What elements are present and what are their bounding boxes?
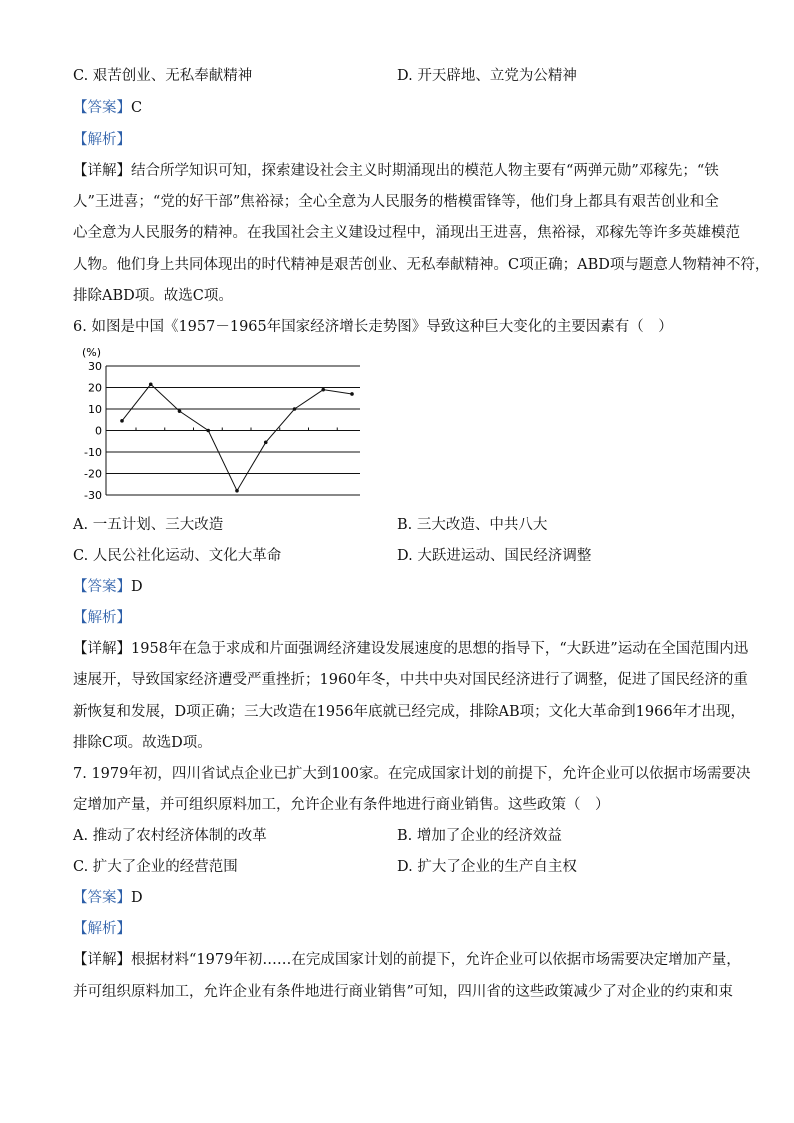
- q5-analysis-label: 【解析】: [73, 132, 131, 148]
- data-point: [264, 441, 268, 445]
- y-tick-label: -20: [84, 467, 102, 481]
- q6-detail-line: 速展开，导致国家经济遭受严重挫折；1960年冬，中共中央对国民经济进行了调整，促进了国民经济的重: [73, 672, 748, 688]
- q5-option-d: D. 开天辟地、立党为公精神: [397, 68, 577, 84]
- q6-detail-line: 【详解】1958年在急于求成和片面强调经济建设发展速度的思想的指导下，“大跃进”运动在全国范围内迅: [73, 641, 749, 657]
- q6-option-c: C. 人民公社化运动、文化大革命: [73, 548, 282, 564]
- q6-option-b: B. 三大改造、中共八大: [397, 517, 548, 533]
- q5-option-c: C. 艰苦创业、无私奉献精神: [73, 68, 253, 84]
- y-tick-label: 0: [95, 424, 102, 438]
- q7-option-c: C. 扩大了企业的经营范围: [73, 859, 238, 875]
- q5-detail-line: 人物。他们身上共同体现出的时代精神是艰苦创业、无私奉献精神。C项正确；ABD项与题意人物精神不符，: [73, 257, 770, 273]
- q5-detail-line: 排除ABD项。故选C项。: [73, 288, 233, 304]
- q7-analysis-label: 【解析】: [73, 921, 131, 937]
- q7-option-a: A. 推动了农村经济体制的改革: [73, 828, 267, 844]
- q7-option-b: B. 增加了企业的经济效益: [397, 828, 562, 844]
- data-point: [350, 392, 354, 396]
- y-tick-label: 20: [88, 381, 102, 395]
- y-tick-label: 30: [88, 360, 102, 373]
- answer-label: 【答案】: [73, 579, 131, 595]
- q7-option-d: D. 扩大了企业的生产自主权: [397, 859, 577, 875]
- q6-detail-line: 排除C项。故选D项。: [73, 735, 212, 751]
- q7-detail-line: 【详解】根据材料“1979年初……在完成国家计划的前提下，允许企业可以依据市场需要决定增加产量，: [73, 952, 741, 968]
- data-point: [178, 409, 182, 413]
- q5-detail-line: 【详解】结合所学知识可知，探索建设社会主义时期涌现出的模范人物主要有“两弹元勋”邓稼先；“铁: [73, 163, 719, 179]
- answer-value: D: [131, 890, 143, 906]
- q7-answer: [73, 888, 143, 908]
- answer-value: C: [131, 100, 143, 116]
- answer-value: D: [131, 579, 143, 595]
- q7-stem-line: 7. 1979年初，四川省试点企业已扩大到100家。在完成国家计划的前提下，允许企业可以依据市场需要决: [73, 766, 751, 782]
- y-tick-label: 10: [88, 403, 102, 416]
- data-point: [120, 419, 124, 423]
- y-axis-unit-label: (%): [82, 346, 102, 359]
- y-tick-label: -30: [84, 489, 102, 502]
- q5-detail-line: 心全意为人民服务的精神。在我国社会主义建设过程中，涌现出王进喜，焦裕禄，邓稼先等许多英雄模范: [73, 225, 740, 241]
- economic-growth-chart: [70, 342, 370, 507]
- q7-stem-line: 定增加产量，并可组织原料加工，允许企业有条件地进行商业销售。这些政策（ ）: [73, 797, 610, 813]
- q6-option-a: A. 一五计划、三大改造: [73, 517, 224, 533]
- data-point: [149, 382, 153, 386]
- data-point: [321, 388, 325, 392]
- q6-answer: [73, 577, 143, 597]
- growth-line: [122, 384, 352, 490]
- q5-detail-line: 人”王进喜；“党的好干部”焦裕禄；全心全意为人民服务的楷模雷锋等，他们身上都具有艰苦创业和全: [73, 194, 719, 210]
- y-tick-label: -10: [84, 446, 102, 459]
- q6-analysis-label: 【解析】: [73, 610, 131, 626]
- q6-option-d: D. 大跃进运动、国民经济调整: [397, 548, 592, 564]
- data-point: [293, 407, 297, 411]
- q6-stem: 6. 如图是中国《1957－1965年国家经济增长走势图》导致这种巨大变化的主要因素有（ ）: [73, 319, 673, 335]
- answer-label: 【答案】: [73, 100, 131, 116]
- q7-detail-line: 并可组织原料加工，允许企业有条件地进行商业销售”可知，四川省的这些政策减少了对企业的约束和束: [73, 984, 733, 1000]
- q6-detail-line: 新恢复和发展，D项正确；三大改造在1956年底就已经完成，排除AB项；文化大革命到1966年才出现，: [73, 704, 746, 720]
- answer-label: 【答案】: [73, 890, 131, 906]
- q5-answer: [73, 98, 142, 118]
- data-point: [235, 489, 239, 493]
- data-point: [206, 429, 210, 433]
